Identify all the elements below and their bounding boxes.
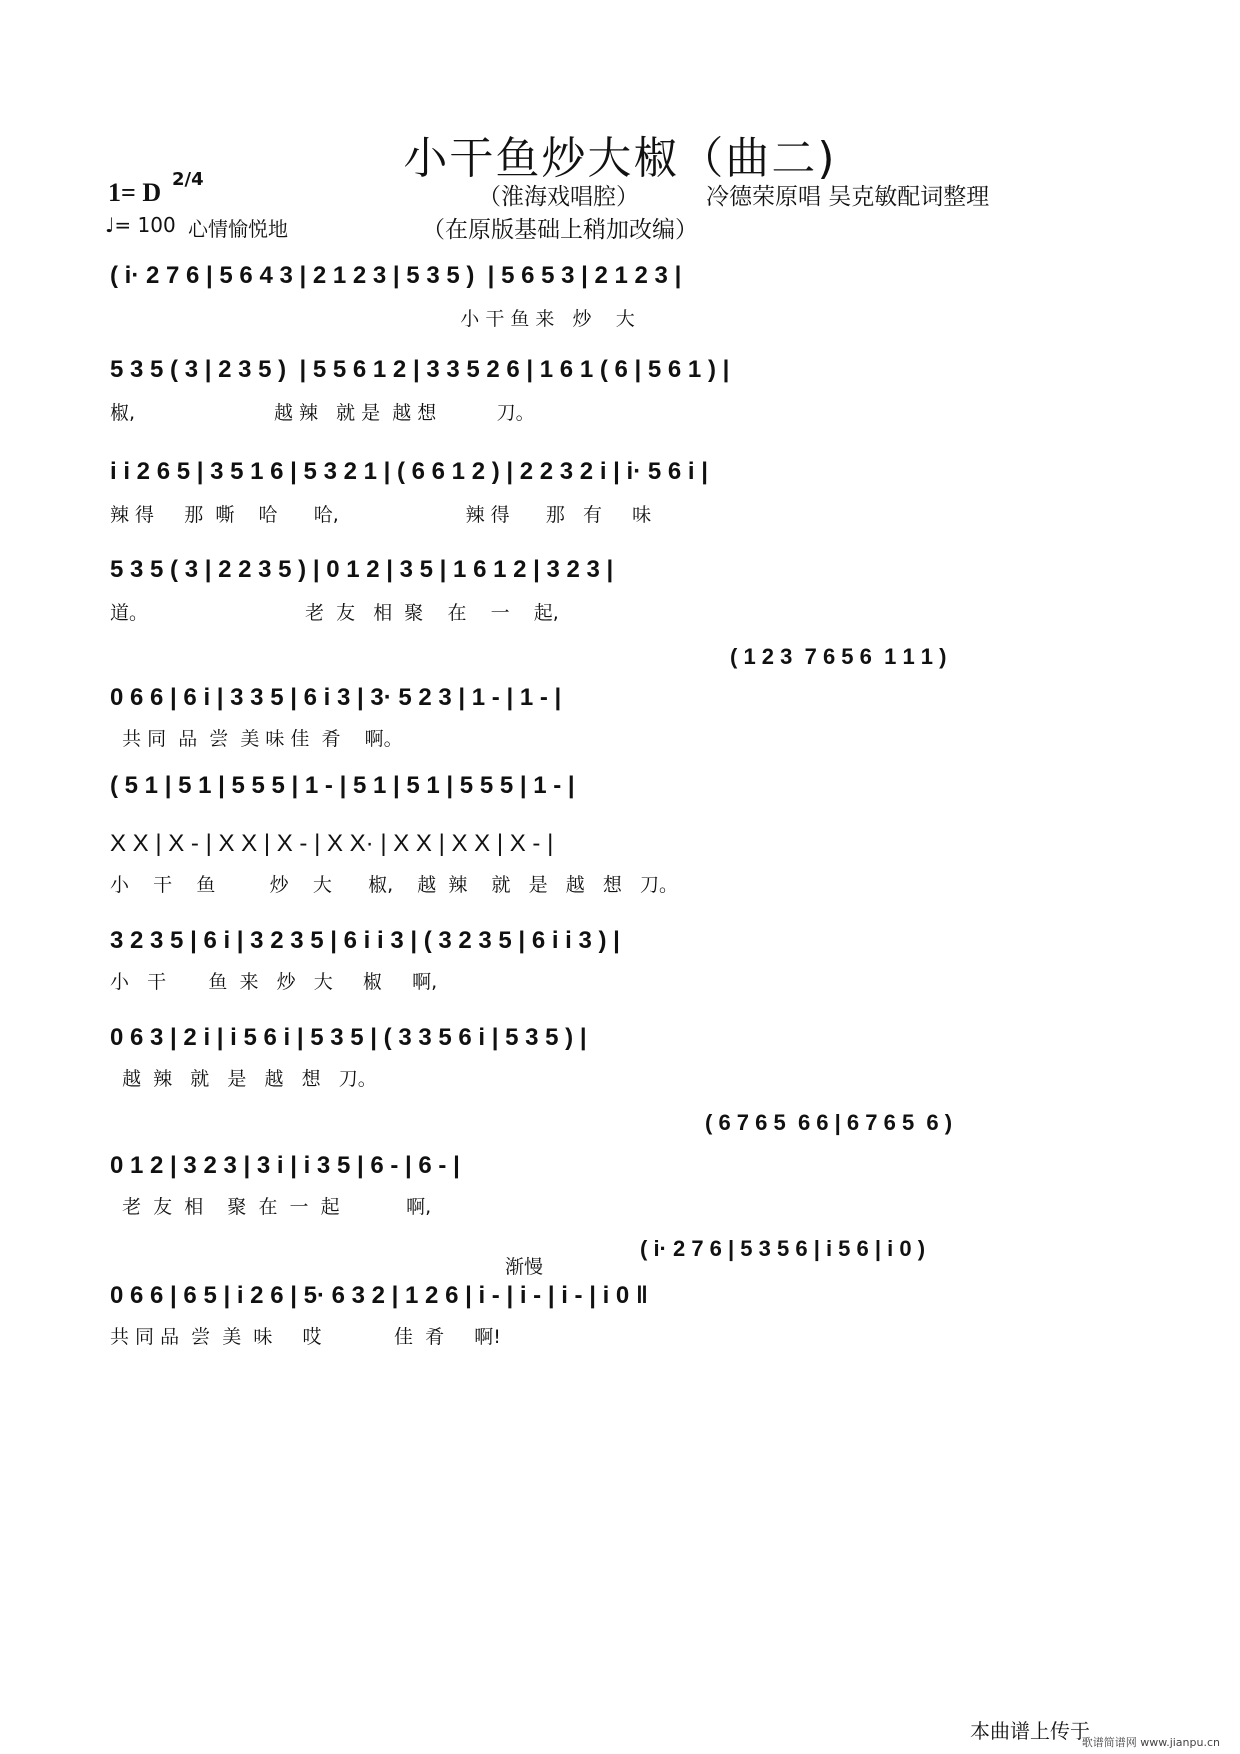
notation-line: 0 1 2 | 3 2 3 | 3 i | i 3 5 | 6 - | 6 - | bbox=[110, 1152, 460, 1179]
ritardando-marking: 渐慢 bbox=[505, 1256, 544, 1278]
time-signature bbox=[172, 169, 204, 190]
notation-line: 3 2 3 5 | 6 i | 3 2 3 5 | 6 i i 3 | ( 3 2 3 5 | 6 i i 3 ) | bbox=[110, 927, 620, 954]
lyrics-line: 老 友 相 聚 在 一 起 啊, bbox=[110, 1196, 432, 1218]
notation-line: 0 6 6 | 6 i | 3 3 5 | 6 i 3 | 3· 5 2 3 | 1 - | 1 - | bbox=[110, 684, 562, 711]
score-system-11 bbox=[110, 1236, 1130, 1349]
style-note: （淮海戏唱腔） bbox=[478, 184, 639, 210]
score-system-4 bbox=[110, 556, 1130, 625]
song-title: 小干鱼炒大椒（曲二) bbox=[403, 133, 837, 184]
notation-line: 5 3 5 ( 3 | 2 2 3 5 ) | 0 1 2 | 3 5 | 1 6 1 2 | 3 2 3 | bbox=[110, 556, 614, 583]
score-system-8 bbox=[110, 927, 1130, 994]
score-system-3 bbox=[110, 458, 1130, 527]
rhythm-line: X X | X - | X X | X - | X X· | X X | X X | X - | bbox=[110, 830, 554, 857]
lyrics-line: 辣 得 那 嘶 哈 哈, 辣 得 那 有 味 bbox=[110, 504, 652, 526]
score-system-2 bbox=[110, 356, 1130, 425]
credits: 冷德荣原唱 吴克敏配词整理 bbox=[706, 184, 990, 210]
score-system-7 bbox=[110, 830, 1130, 897]
score-system-6 bbox=[110, 772, 1130, 800]
tempo-marking: ♩= 100 bbox=[105, 213, 176, 237]
lyrics-line: 共 同 品 尝 美 味 哎 佳 肴 啊! bbox=[110, 1326, 501, 1348]
notation-line: ( i· 2 7 6 | 5 6 4 3 | 2 1 2 3 | 5 3 5 ) | 5 6 5 3 | 2 1 2 3 | bbox=[110, 262, 682, 289]
lyrics-line: 小 干 鱼 炒 大 椒, 越 辣 就 是 越 想 刀。 bbox=[110, 874, 678, 896]
score-system-1 bbox=[110, 262, 1130, 331]
lyrics-line: 椒, 越 辣 就 是 越 想 刀。 bbox=[110, 402, 535, 424]
time-signature-text: 2/4 bbox=[172, 169, 204, 190]
notation-line: ( 5 1 | 5 1 | 5 5 5 | 1 - | 5 1 | 5 1 | 5 5 5 | 1 - | bbox=[110, 772, 575, 799]
notation-line: 5 3 5 ( 3 | 2 3 5 ) | 5 5 6 1 2 | 3 3 5 2 6 | 1 6 1 ( 6 | 5 6 1 ) | bbox=[110, 356, 730, 383]
score-system-9 bbox=[110, 1024, 1130, 1091]
score-system-10 bbox=[110, 1110, 1130, 1219]
lyrics-line: 道。 老 友 相 聚 在 一 起, bbox=[110, 602, 559, 624]
notation-line: 0 6 6 | 6 5 | i 2 6 | 5· 6 3 2 | 1 2 6 | i - | i - | i - | i 0 ‖ bbox=[110, 1282, 648, 1309]
key-signature: 1= D bbox=[108, 178, 162, 207]
notation-line: i i 2 6 5 | 3 5 1 6 | 5 3 2 1 | ( 6 6 1 2 ) | 2 2 3 2 i | i· 5 6 i | bbox=[110, 458, 708, 485]
notation-line: 0 6 3 | 2 i | i 5 6 i | 5 3 5 | ( 3 3 5 6 i | 5 3 5 ) | bbox=[110, 1024, 587, 1051]
lyrics-line: 越 辣 就 是 越 想 刀。 bbox=[110, 1068, 377, 1090]
accompaniment-line: ( 1 2 3 7 6 5 6 1 1 1 ) bbox=[730, 644, 947, 669]
lyrics-line: 小 干 鱼 来 炒 大 椒 啊, bbox=[110, 971, 438, 993]
lyrics-line: 小 干 鱼 来 炒 大 bbox=[110, 308, 635, 330]
site-watermark: 歌谱简谱网 www.jianpu.cn bbox=[1081, 1736, 1220, 1749]
score-system-5 bbox=[110, 644, 1130, 751]
arrangement-note: （在原版基础上稍加改编） bbox=[422, 217, 698, 243]
mood-marking: 心情愉悦地 bbox=[188, 217, 288, 241]
upload-footer: 本曲谱上传于 bbox=[970, 1719, 1090, 1743]
accompaniment-line: ( i· 2 7 6 | 5 3 5 6 | i 5 6 | i 0 ) bbox=[640, 1236, 926, 1261]
accompaniment-line: ( 6 7 6 5 6 6 | 6 7 6 5 6 ) bbox=[705, 1110, 953, 1135]
lyrics-line: 共 同 品 尝 美 味 佳 肴 啊。 bbox=[110, 728, 403, 750]
